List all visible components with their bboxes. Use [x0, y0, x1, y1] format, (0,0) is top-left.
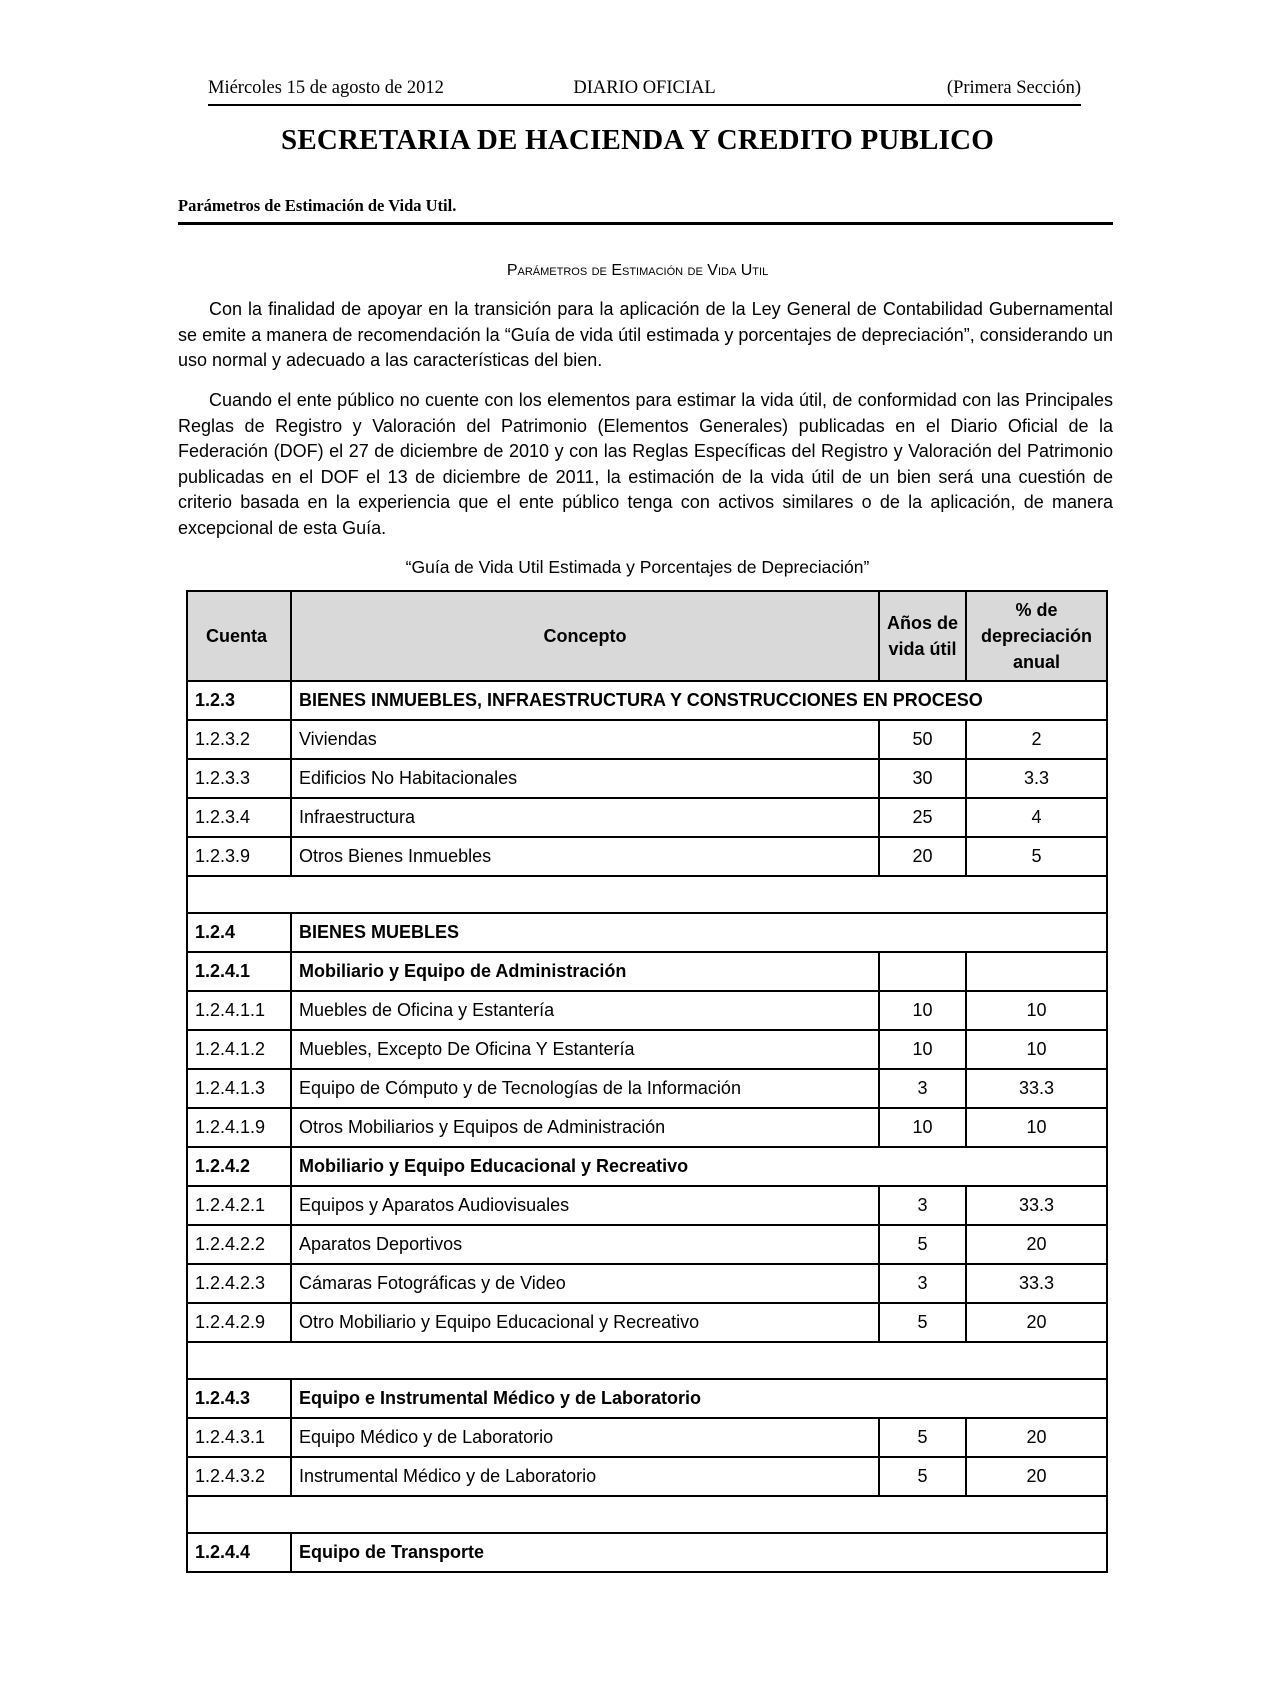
col-header-porcentaje: % de depreciación anual — [966, 591, 1107, 681]
cell-concepto: BIENES INMUEBLES, INFRAESTRUCTURA Y CONSTRUCCIONES EN PROCESO — [291, 681, 1107, 720]
cell-anios: 50 — [879, 720, 966, 759]
cell-porcentaje: 5 — [966, 837, 1107, 876]
cell-concepto: Instrumental Médico y de Laboratorio — [291, 1457, 879, 1496]
cell-concepto: Equipos y Aparatos Audiovisuales — [291, 1186, 879, 1225]
cell-cuenta: 1.2.4.2.2 — [187, 1225, 291, 1264]
cell-porcentaje: 20 — [966, 1225, 1107, 1264]
table-row-blank — [187, 1496, 1107, 1533]
cell-anios: 5 — [879, 1418, 966, 1457]
cell-concepto: Infraestructura — [291, 798, 879, 837]
table-body — [187, 681, 1107, 1572]
table-row — [187, 1186, 1107, 1225]
cell-concepto: Mobiliario y Equipo de Administración — [291, 952, 879, 991]
cell-cuenta: 1.2.3.3 — [187, 759, 291, 798]
table-row — [187, 681, 1107, 720]
cell-cuenta: 1.2.4.1.2 — [187, 1030, 291, 1069]
table-row — [187, 1379, 1107, 1418]
table-row — [187, 991, 1107, 1030]
paragraph-2: Cuando el ente público no cuente con los elementos para estimar la vida útil, de conformidad con las Principales Reglas de Registro y Valoración del Patrimonio (Elementos Generales) publicadas en el Diario Oficial de la Federación (DOF) el 27 de diciembre de 2010 y con las Reglas Específicas del Registro y Valoración del Patrimonio publicadas en el DOF el 13 de diciembre de 2011, la estimación de la vida útil de un bien será una cuestión de criterio basada en la experiencia que el ente público tenga con activos similares o de la aplicación, de manera excepcional de esta Guía. — [178, 390, 1113, 538]
cell-porcentaje: 3.3 — [966, 759, 1107, 798]
cell-anios: 10 — [879, 1030, 966, 1069]
cell-cuenta: 1.2.4.2.3 — [187, 1264, 291, 1303]
table-caption: “Guía de Vida Util Estimada y Porcentajes de Depreciación” — [405, 557, 870, 577]
cell-porcentaje: 4 — [966, 798, 1107, 837]
table-row — [187, 1030, 1107, 1069]
depreciation-table — [186, 590, 1108, 1573]
cell-cuenta: 1.2.4.3.1 — [187, 1418, 291, 1457]
cell-cuenta: 1.2.4.4 — [187, 1533, 291, 1572]
table-row — [187, 913, 1107, 952]
cell-cuenta: 1.2.3.9 — [187, 837, 291, 876]
cell-porcentaje: 33.3 — [966, 1264, 1107, 1303]
cell-anios: 10 — [879, 1108, 966, 1147]
cell-cuenta: 1.2.3 — [187, 681, 291, 720]
cell-anios: 25 — [879, 798, 966, 837]
cell-cuenta: 1.2.4.2.9 — [187, 1303, 291, 1342]
cell-cuenta: 1.2.4 — [187, 913, 291, 952]
col-header-concepto: Concepto — [291, 591, 879, 681]
page-title: SECRETARIA DE HACIENDA Y CREDITO PUBLICO — [281, 124, 994, 156]
cell-concepto: Equipo Médico y de Laboratorio — [291, 1418, 879, 1457]
cell-cuenta: 1.2.4.1 — [187, 952, 291, 991]
cell-porcentaje — [966, 952, 1107, 991]
col-header-anios: Años de vida útil — [879, 591, 966, 681]
cell-porcentaje: 10 — [966, 1030, 1107, 1069]
paragraph-1: Con la finalidad de apoyar en la transición para la aplicación de la Ley General de Contabilidad Gubernamental se emite a manera de recomendación la “Guía de vida útil estimada y porcentajes de depreciación”, considerando un uso normal y adecuado a las características del bien. — [178, 299, 1113, 370]
table-row — [187, 1303, 1107, 1342]
blank-cell — [187, 1342, 1107, 1379]
cell-cuenta: 1.2.4.3 — [187, 1379, 291, 1418]
header-section: (Primera Sección) — [946, 78, 1081, 98]
table-row — [187, 759, 1107, 798]
cell-concepto: Otros Bienes Inmuebles — [291, 837, 879, 876]
table-row — [187, 837, 1107, 876]
cell-anios: 30 — [879, 759, 966, 798]
cell-concepto: Edificios No Habitacionales — [291, 759, 879, 798]
cell-concepto: Otros Mobiliarios y Equipos de Administración — [291, 1108, 879, 1147]
header-date: Miércoles 15 de agosto de 2012 — [208, 78, 444, 98]
table-row — [187, 1533, 1107, 1572]
cell-concepto: Muebles, Excepto De Oficina Y Estantería — [291, 1030, 879, 1069]
cell-porcentaje: 10 — [966, 991, 1107, 1030]
cell-anios: 20 — [879, 837, 966, 876]
table-row — [187, 1147, 1107, 1186]
cell-porcentaje: 20 — [966, 1303, 1107, 1342]
table-row — [187, 1264, 1107, 1303]
cell-anios: 3 — [879, 1264, 966, 1303]
cell-porcentaje: 2 — [966, 720, 1107, 759]
col-header-cuenta: Cuenta — [187, 591, 291, 681]
cell-cuenta: 1.2.3.4 — [187, 798, 291, 837]
cell-porcentaje: 33.3 — [966, 1069, 1107, 1108]
section-subtitle: Parámetros de Estimación de Vida Util — [506, 262, 769, 279]
cell-anios: 3 — [879, 1186, 966, 1225]
cell-cuenta: 1.2.4.1.9 — [187, 1108, 291, 1147]
cell-cuenta: 1.2.3.2 — [187, 720, 291, 759]
cell-anios: 3 — [879, 1069, 966, 1108]
table-row — [187, 720, 1107, 759]
cell-anios: 5 — [879, 1457, 966, 1496]
header-publication: DIARIO OFICIAL — [573, 78, 716, 98]
table-row — [187, 1108, 1107, 1147]
cell-porcentaje: 20 — [966, 1457, 1107, 1496]
cell-cuenta: 1.2.4.1.3 — [187, 1069, 291, 1108]
cell-anios: 10 — [879, 991, 966, 1030]
cell-anios: 5 — [879, 1303, 966, 1342]
cell-anios — [879, 952, 966, 991]
table-row-blank — [187, 876, 1107, 913]
table-row — [187, 1418, 1107, 1457]
cell-concepto: Otro Mobiliario y Equipo Educacional y Recreativo — [291, 1303, 879, 1342]
table-row — [187, 1225, 1107, 1264]
cell-concepto: Cámaras Fotográficas y de Video — [291, 1264, 879, 1303]
cell-concepto: Aparatos Deportivos — [291, 1225, 879, 1264]
table-row — [187, 1069, 1107, 1108]
cell-concepto: Equipo e Instrumental Médico y de Laboratorio — [291, 1379, 1107, 1418]
cell-concepto: Viviendas — [291, 720, 879, 759]
table-row — [187, 1457, 1107, 1496]
cell-concepto: BIENES MUEBLES — [291, 913, 1107, 952]
document-title: Parámetros de Estimación de Vida Util. — [178, 196, 1113, 225]
cell-concepto: Equipo de Transporte — [291, 1533, 1107, 1572]
blank-cell — [187, 1496, 1107, 1533]
cell-anios: 5 — [879, 1225, 966, 1264]
cell-concepto: Muebles de Oficina y Estantería — [291, 991, 879, 1030]
table-row — [187, 798, 1107, 837]
table-header-row — [187, 591, 1107, 681]
cell-cuenta: 1.2.4.3.2 — [187, 1457, 291, 1496]
cell-concepto: Equipo de Cómputo y de Tecnologías de la Información — [291, 1069, 879, 1108]
running-header — [208, 78, 1081, 106]
cell-cuenta: 1.2.4.2.1 — [187, 1186, 291, 1225]
cell-concepto: Mobiliario y Equipo Educacional y Recreativo — [291, 1147, 1107, 1186]
cell-porcentaje: 20 — [966, 1418, 1107, 1457]
cell-cuenta: 1.2.4.2 — [187, 1147, 291, 1186]
table-row-blank — [187, 1342, 1107, 1379]
cell-porcentaje: 33.3 — [966, 1186, 1107, 1225]
cell-cuenta: 1.2.4.1.1 — [187, 991, 291, 1030]
cell-porcentaje: 10 — [966, 1108, 1107, 1147]
table-row — [187, 952, 1107, 991]
blank-cell — [187, 876, 1107, 913]
